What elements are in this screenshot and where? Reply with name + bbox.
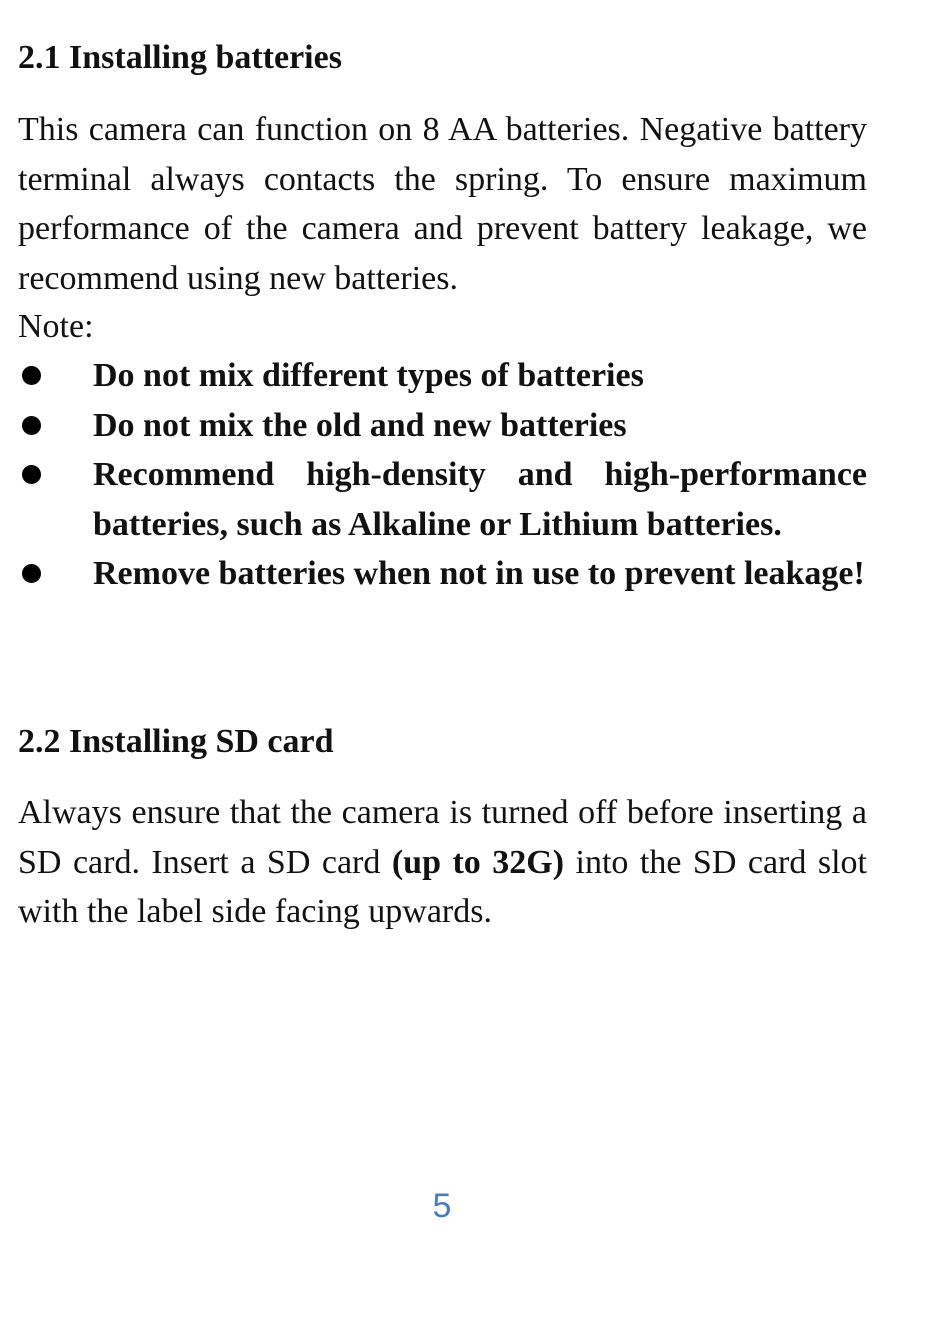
note-text: Remove batteries when not in use to prevent leakage! [93, 555, 865, 592]
batteries-intro-paragraph: This camera can function on 8 AA batteries. Negative battery terminal always contacts the spring. To ensure maximum performance of the camera and prevent battery leakage, we recommend using new batteries. [18, 111, 867, 297]
sd-card-capacity: (up to 32G) [391, 843, 565, 881]
bullet-icon [22, 366, 41, 385]
section-heading-installing-sd-card: 2.2 Installing SD card [18, 723, 334, 760]
battery-notes-list [18, 351, 867, 599]
list-item [18, 401, 867, 451]
note-text: Recommend high-density and high-performance batteries, such as Alkaline or Lithium batteries. [93, 456, 867, 543]
list-item [18, 351, 867, 401]
note-text: Do not mix different types of batteries [93, 357, 644, 394]
sd-card-paragraph [18, 788, 867, 937]
list-item [18, 450, 867, 549]
list-item [18, 549, 867, 599]
note-text: Do not mix the old and new batteries [93, 406, 627, 444]
section-heading-installing-batteries: 2.1 Installing batteries [18, 39, 342, 76]
sd-card-text-end: into the SD card slot with the label side facing upwards. [18, 843, 867, 930]
bullet-icon [22, 416, 41, 435]
sd-card-text-start: Always ensure that the camera is turned off before inserting a SD card. Insert a SD card [18, 794, 867, 881]
bullet-icon [22, 564, 41, 583]
bullet-icon [22, 465, 41, 484]
page-number: 5 [432, 1187, 452, 1225]
note-label: Note: [18, 308, 94, 345]
